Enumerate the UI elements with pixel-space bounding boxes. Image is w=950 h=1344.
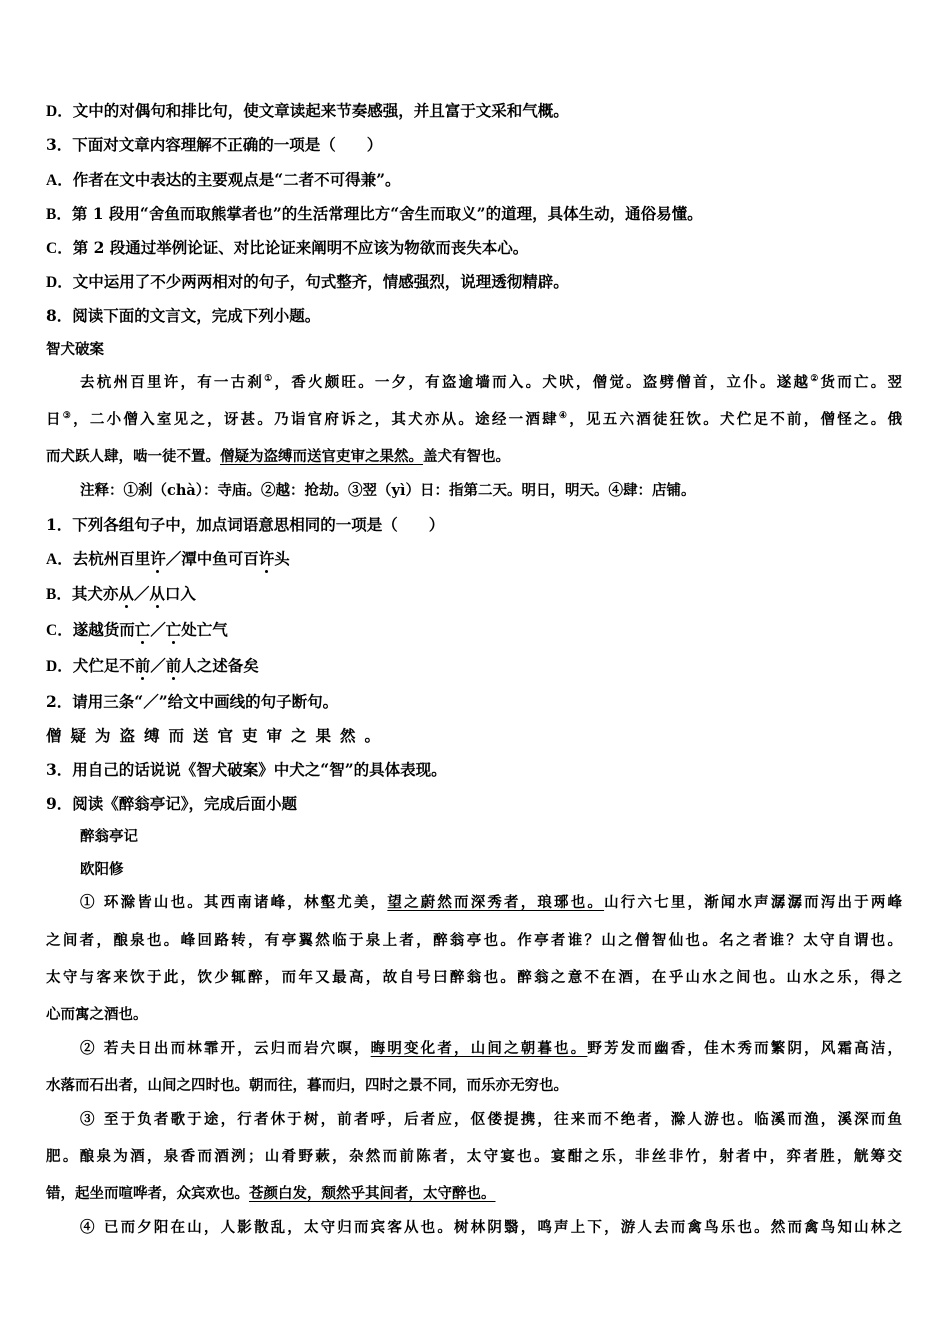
question-stem: 9．阅读《醉翁亭记》，完成后面小题 bbox=[46, 794, 298, 813]
dotted-word: 许 bbox=[150, 549, 166, 568]
passage-line: 之间者，酿泉也。峰回路转，有亭翼然临于泉上者，醉翁亭也。作亭者谁？山之僧智仙也。名之者谁？太守自谓也。 bbox=[46, 932, 902, 949]
option-label: C． bbox=[46, 622, 73, 639]
option-label: D． bbox=[46, 658, 73, 675]
option-line: A．去杭州百里许／潭中鱼可百许头 bbox=[46, 549, 290, 568]
option-line: B．其犬亦从／从口入 bbox=[46, 584, 196, 603]
footnote-marker: ④ bbox=[558, 411, 570, 422]
underlined-sentence: 苍颜白发，颓然乎其间者，太守醉也。 bbox=[249, 1185, 496, 1202]
passage-title: 智犬破案 bbox=[46, 341, 104, 358]
dotted-word: 许 bbox=[258, 549, 275, 568]
dotted-word: 亡 bbox=[165, 620, 182, 639]
option-label: B． bbox=[46, 586, 72, 603]
option-label: A． bbox=[46, 172, 73, 189]
question-stem: 2．请用三条“／”给文中画线的句子断句。 bbox=[46, 692, 339, 711]
option-label: D． bbox=[46, 274, 73, 291]
passage-line: ① 环滁皆山也。其西南诸峰，林壑尤美，望之蔚然而深秀者，琅琊也。山行六七里，渐闻水声潺潺而泻出于两峰 bbox=[80, 894, 903, 911]
footnote-marker: ② bbox=[810, 374, 821, 385]
question-stem: 8．阅读下面的文言文，完成下列小题。 bbox=[46, 306, 321, 325]
passage-line: 水落而石出者，山间之四时也。朝而往，暮而归，四时之景不同，而乐亦无穷也。 bbox=[46, 1077, 568, 1094]
passage-line: 日③，二小僧入室见之，讶甚。乃诣官府诉之，其犬亦从。途经一酒肆④，见五六酒徒狂饮。犬伫足不前，僧怪之。俄 bbox=[46, 411, 903, 428]
question-stem: 3．下面对文章内容理解不正确的一项是（ ） bbox=[46, 135, 383, 154]
option-line bbox=[46, 204, 703, 225]
dotted-word: 亡 bbox=[134, 620, 151, 639]
option-label: D． bbox=[46, 103, 73, 120]
passage-line: 心而寓之酒也。 bbox=[46, 1006, 148, 1023]
passage-line: 去杭州百里许，有一古刹①，香火颇旺。一夕，有盗逾墙而入。犬吠，僧觉。盗劈僧首，立仆。遂越②货而亡。翌 bbox=[80, 374, 902, 391]
passage-title: 醉翁亭记 bbox=[80, 828, 138, 845]
underlined-sentence: 僧疑为盗缚而送官吏审之果然。 bbox=[220, 448, 423, 465]
passage-line: 错，起坐而喧哗者，众宾欢也。苍颜白发，颓然乎其间者，太守醉也。 bbox=[46, 1185, 496, 1202]
passage-line: 太守与客来饮于此，饮少辄醉，而年又最高，故自号曰醉翁也。醉翁之意不在酒，在乎山水之间也。山水之乐，得之 bbox=[46, 969, 902, 986]
option-text: 文中运用了不少两两相对的句子，句式整齐，情感强烈，说理透彻精辟。 bbox=[72, 272, 569, 291]
option-text: 第 1 段用“舍鱼而取熊掌者也”的生活常理比方“舍生而取义”的道理，具体生动，通俗易懂。 bbox=[71, 204, 703, 223]
passage-line: ③ 至于负者歌于途，行者休于树，前者呼，后者应，伛偻提携，往来而不绝者，滁人游也。临溪而渔，溪深而鱼 bbox=[80, 1111, 902, 1128]
option-label: B． bbox=[46, 206, 72, 223]
option-text: 文中的对偶句和排比句，使文章读起来节奏感强，并且富于文采和气概。 bbox=[72, 101, 569, 120]
option-line: C．遂越货而亡／亡处亡气 bbox=[46, 620, 228, 639]
passage-line: ② 若夫日出而林霏开，云归而岩穴暝，晦明变化者，山间之朝暮也。野芳发而幽香，佳木秀而繁阴，风霜高洁， bbox=[80, 1040, 903, 1057]
dotted-word: 前 bbox=[134, 656, 151, 675]
dotted-word: 前 bbox=[165, 656, 182, 675]
option-line: D．犬伫足不前／前人之述备矣 bbox=[46, 656, 259, 675]
option-line bbox=[46, 272, 569, 293]
annotation-note: 注释：①刹（chà）：寺庙。②越：抢劫。③翌（yì）日：指第二天。明日，明天。④肆：店铺。 bbox=[80, 482, 696, 499]
dotted-word: 从 bbox=[118, 584, 134, 603]
passage-line: 肥。酿泉为酒，泉香而酒洌；山肴野蔌，杂然而前陈者，太守宴也。宴酣之乐，非丝非竹，射者中，弈者胜，觥筹交 bbox=[46, 1148, 902, 1165]
option-text: 第 2 段通过举例论证、对比论证来阐明不应该为物欲而丧失本心。 bbox=[72, 238, 529, 257]
option-text: 作者在文中表达的主要观点是“二者不可得兼”。 bbox=[72, 170, 401, 189]
underlined-sentence: 望之蔚然而深秀者，琅琊也。 bbox=[387, 894, 605, 911]
passage-line: 而犬跃人肆，啮一徒不置。僧疑为盗缚而送官吏审之果然。盖犬有智也。 bbox=[46, 448, 510, 465]
dotted-word: 从 bbox=[149, 584, 165, 603]
option-label: C． bbox=[46, 240, 73, 257]
question-stem: 1．下列各组句子中，加点词语意思相同的一项是（ ） bbox=[46, 515, 445, 534]
footnote-marker: ① bbox=[264, 374, 275, 385]
punctuation-sentence: 僧疑为盗缚而送官吏审之果然。 bbox=[46, 726, 390, 745]
passage-author: 欧阳修 bbox=[80, 861, 124, 878]
option-line bbox=[46, 238, 528, 259]
option-line bbox=[46, 101, 569, 122]
option-label: A． bbox=[46, 551, 73, 568]
option-line bbox=[46, 170, 401, 191]
passage-line: ④ 已而夕阳在山，人影散乱，太守归而宾客从也。树林阴翳，鸣声上下，游人去而禽鸟乐也。然而禽鸟知山林之 bbox=[80, 1219, 902, 1236]
underlined-sentence: 晦明变化者，山间之朝暮也。 bbox=[370, 1040, 588, 1057]
footnote-marker: ③ bbox=[62, 411, 74, 422]
question-stem: 3．用自己的话说说《智犬破案》中犬之“智”的具体表现。 bbox=[46, 760, 447, 779]
